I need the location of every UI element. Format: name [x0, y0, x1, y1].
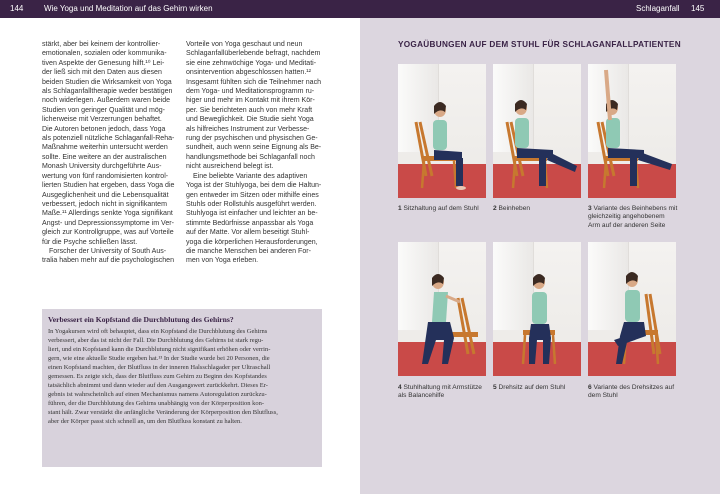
caption-5: 5 Drehsitz auf dem Stuhl — [493, 384, 566, 391]
seated-twist-variant-figure — [588, 242, 676, 376]
header-bar — [0, 0, 720, 18]
chair-squat-figure — [398, 242, 486, 376]
paragraph: Eine beliebte Variante des adaptiven Yoga ist der Stuhlyoga, bei dem die Haltun- gen entweder im Sitzen oder mithilfe eines Stuhls oder Rollstuhls ausgeführt werden. Stuhlyoga ist einfacher und leichter an be- stimmte Bedürfnisse anpassbar als Yoga auf der Matte. Vor allem beseitigt Stuhl- yoga die körperlichen Herausforderungen, die manche Menschen bei anderen For- men von Yoga erleben. — [186, 172, 322, 265]
left-running-title: Wie Yoga und Meditation auf das Gehirn wirken — [44, 4, 213, 13]
seated-twist-figure — [493, 242, 581, 376]
info-box-title: Verbessert ein Kopfstand die Durchblutung des Gehirns? — [48, 315, 234, 324]
left-page — [0, 18, 360, 494]
right-running-title: Schlaganfall — [636, 4, 680, 13]
right-page-number: 145 — [691, 4, 705, 13]
paragraph: stärkt, aber bei keinem der kontrollier- emotionalen, sozialen oder kommunika- tiven Aspekte der Genesung hilft.¹⁰ Lei- der ließ sich mit den Daten aus diesen beiden Studien die Wirksamkeit von Yoga als Schlaganfalltherapie weder bestätigen noch widerlegen. Außerdem waren beide Studien von geringer Qualität und mög- licherweise mit Verzerrungen behaftet. Die Autoren betonen jedoch, dass Yoga als potenziell nützliche Schlaganfall-Reha- Maßnahme weiterhin untersucht werden sollte. Eine weitere an der australischen Monash University durchgeführte Aus- wertung von fünf randomisierten kontrol- lierten Studien hat ergeben, dass Yoga die Ausgeglichenheit und die Lebensqualität verbessert, jedoch nicht in signifikantem Maße.¹¹ Allerdings senkte Yoga signifikant Angst- und Depressionssymptome im Ver- gleich zur Kontrollgruppe, was auf Vorteile für die Psyche schließen lässt. — [42, 41, 175, 246]
exercise-photo-4 — [398, 242, 486, 376]
caption-2: 2 Beinheben — [493, 205, 531, 212]
caption-1: 1 Sitzhaltung auf dem Stuhl — [398, 205, 479, 212]
leg-lift-arm-raise-figure — [588, 64, 676, 198]
chair-pose-figure — [398, 64, 486, 198]
caption-6: 6 Variante des Drehsitzes auf dem Stuhl — [588, 384, 675, 400]
text-column-1 — [42, 40, 180, 266]
exercise-section-title: YOGAÜBUNGEN AUF DEM STUHL FÜR SCHLAGANFALLPATIENTEN — [398, 40, 681, 49]
exercise-photo-1 — [398, 64, 486, 198]
paragraph: Forscher der University of South Aus- tralia haben mehr auf die psychologischen — [42, 247, 175, 265]
exercise-photo-6 — [588, 242, 676, 376]
leg-lift-figure — [493, 64, 581, 198]
text-column-2 — [186, 40, 324, 266]
exercise-photo-2 — [493, 64, 581, 198]
exercise-photo-5 — [493, 242, 581, 376]
info-box — [42, 309, 322, 467]
caption-3: 3 Variante des Beinhebens mit gleichzeitig angehobenem Arm auf der anderen Seite — [588, 205, 678, 229]
exercise-photo-3 — [588, 64, 676, 198]
caption-4: 4 Stuhlhaltung mit Armstütze als Balancehilfe — [398, 384, 482, 400]
info-box-body: In Yogakursen wird oft behauptet, dass ein Kopfstand die Durchblutung des Gehirns verbessert, aber das ist nicht der Fall. Die Durchblutung des Gehirns ist stark regu- liert, und ein Kopfstand kann die Durchblutung nicht signifikant erhöhen oder verrin- gern, wie eine aktuelle Studie ergeben hat.¹³ In der Studie wurde bei 20 Personen, die einen Kopfstand machten, der Blutfluss in der inneren Halsschlagader per Ultraschall gemessen. Es zeigte sich, dass der Blutfluss zum Gehirn zu Beginn des Kopfstandes tatsächlich abnimmt und dann wieder auf den Ausgangswert zurückkehrt. Dieses Er- gebnis ist wahrscheinlich auf einen Mechanismus namens Autoregulation zurückzu- führen, der die Durchblutung des Gehirns unabhängig von der Körperposition kon- stant hält. Zwar verstärkt die anfängliche Veränderung der Körperposition den Blutfluss, aber der Körper passt sich schnell an, um den Blutfluss konstant zu halten. — [48, 328, 278, 426]
paragraph: Vorteile von Yoga geschaut und neun Schlaganfallüberlebende befragt, nachdem sie eine zehnwöchige Yoga- und Meditati- onsintervention abgeschlossen hatten.¹² Insgesamt fühlten sich die Teilnehmer nach dem Yoga- und Meditationsprogramm ru- higer und mehr im Kontakt mit ihrem Kör- per. Sie berichteten auch von mehr Kraft und Beweglichkeit. Die Studie sieht Yoga als hilfreiches Instrument zur Verbesse- rung der psychischen und physischen Ge- sundheit, auch wenn seine Eignung als Be- handlungsmethode bei Schlaganfall noch nicht ausreichend belegt ist. — [186, 41, 322, 171]
right-page — [360, 18, 720, 494]
left-page-number: 144 — [10, 4, 24, 13]
